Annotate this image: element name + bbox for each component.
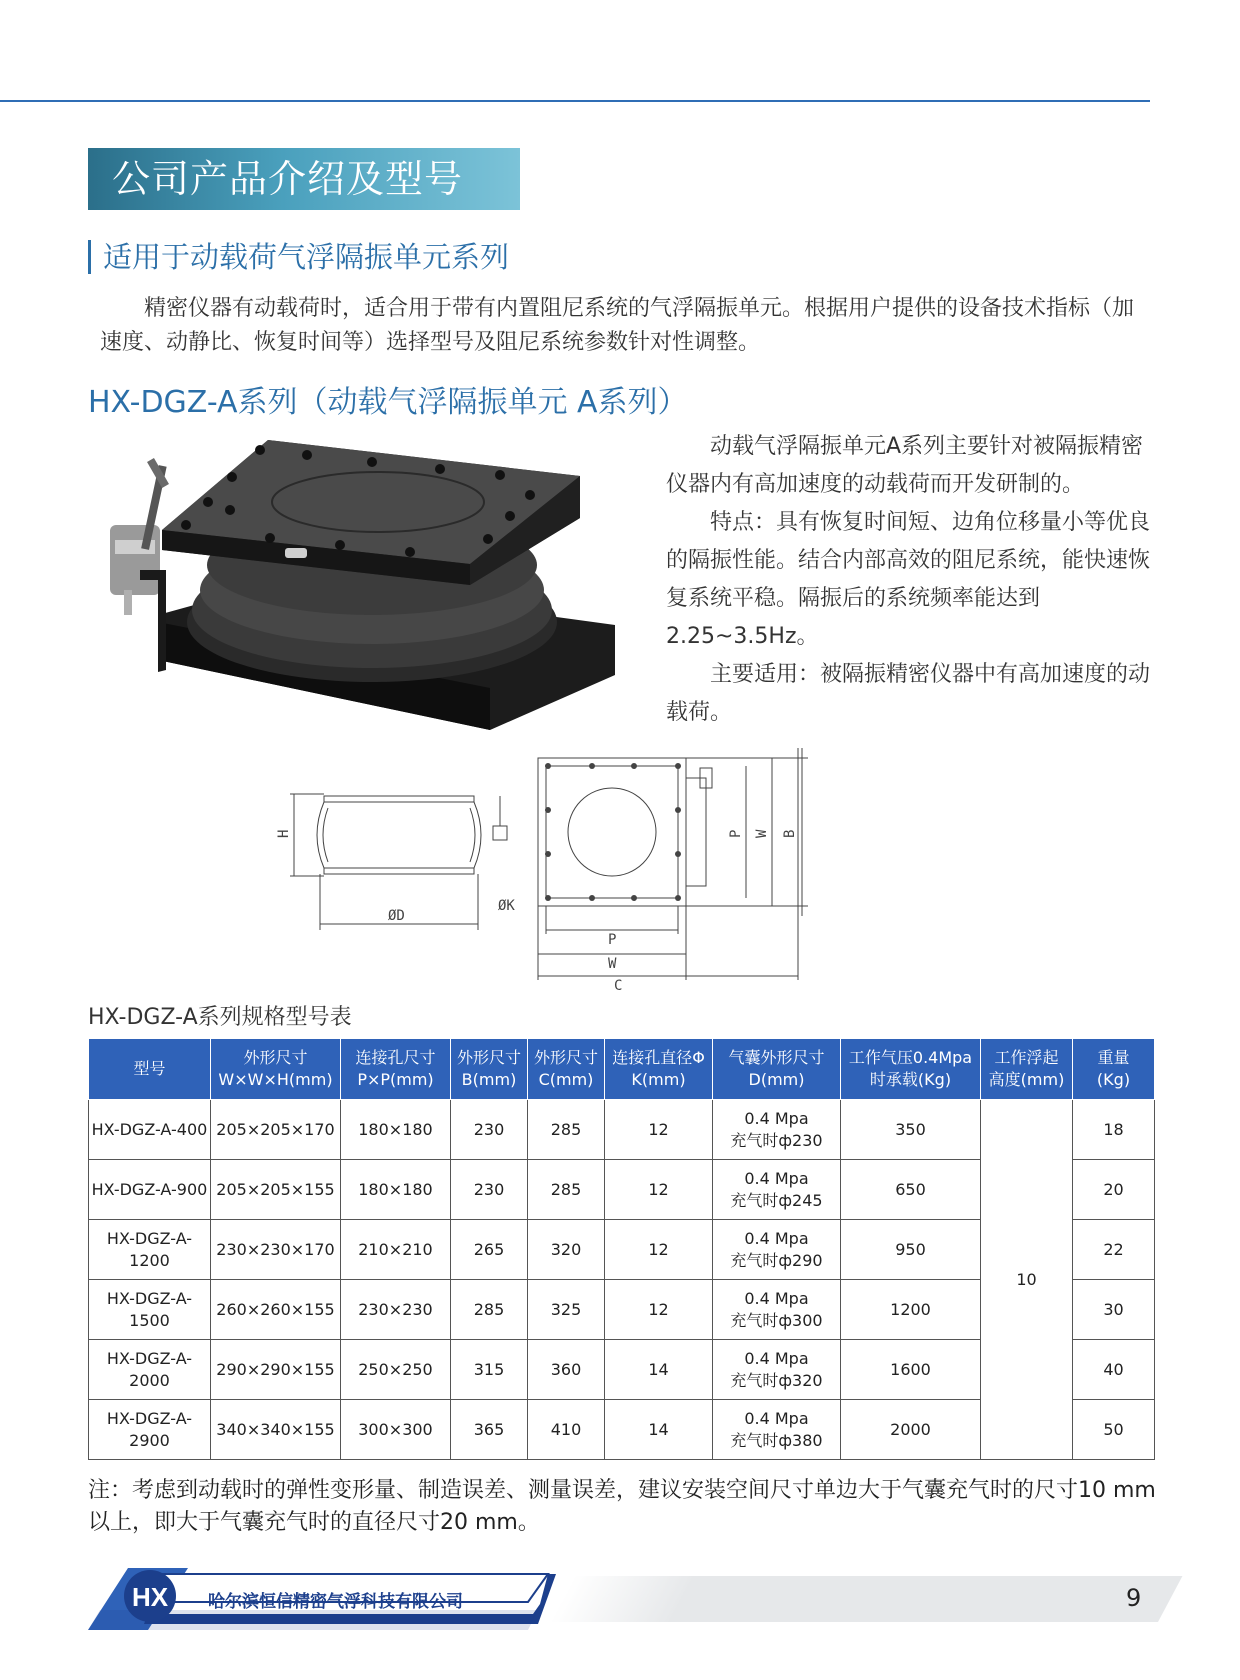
cell-d: 0.4 Mpa 充气时ф320 [713, 1340, 841, 1400]
cell-model: HX-DGZ-A-900 [89, 1160, 211, 1220]
cell-c: 325 [528, 1280, 605, 1340]
cell-weight: 30 [1073, 1280, 1155, 1340]
cell-k: 12 [605, 1160, 713, 1220]
cell-c: 360 [528, 1340, 605, 1400]
table-title: HX-DGZ-A系列规格型号表 [88, 1005, 352, 1030]
cell-pp: 230×230 [341, 1280, 451, 1340]
cell-b: 230 [451, 1100, 528, 1160]
cell-pp: 180×180 [341, 1100, 451, 1160]
cell-b: 315 [451, 1340, 528, 1400]
cell-b: 285 [451, 1280, 528, 1340]
cell-load: 950 [841, 1220, 981, 1280]
table-header-row [89, 1039, 1155, 1100]
company-name: 哈尔滨恒信精密气浮科技有限公司 [208, 1592, 463, 1612]
label-p-side: P [728, 829, 744, 838]
cell-wwh: 290×290×155 [211, 1340, 341, 1400]
cell-d: 0.4 Mpa 充气时ф380 [713, 1400, 841, 1460]
cell-weight: 40 [1073, 1340, 1155, 1400]
header-c: 外形尺寸 C(mm) [528, 1039, 605, 1100]
top-rule [0, 100, 1150, 102]
cell-pp: 300×300 [341, 1400, 451, 1460]
section-banner: 公司产品介绍及型号 [88, 148, 520, 210]
cell-wwh: 260×260×155 [211, 1280, 341, 1340]
cell-weight: 18 [1073, 1100, 1155, 1160]
table-row [89, 1100, 1155, 1160]
label-d: ØD [388, 908, 405, 924]
cell-k: 14 [605, 1400, 713, 1460]
cell-load: 1200 [841, 1280, 981, 1340]
cell-model: HX-DGZ-A-1500 [89, 1280, 211, 1340]
header-float-height: 工作浮起 高度(mm) [981, 1039, 1073, 1100]
cell-b: 230 [451, 1160, 528, 1220]
header-k: 连接孔直径Φ K(mm) [605, 1039, 713, 1100]
cell-model: HX-DGZ-A-2000 [89, 1340, 211, 1400]
cell-load: 1600 [841, 1340, 981, 1400]
cell-wwh: 230×230×170 [211, 1220, 341, 1280]
cell-pp: 250×250 [341, 1340, 451, 1400]
cell-d: 0.4 Mpa 充气时ф245 [713, 1160, 841, 1220]
description-p2: 特点：具有恢复时间短、边角位移量小等优良的隔振性能。结合内部高效的阻尼系统，能快速恢复系统平稳。隔振后的系统频率能达到2.25~3.5Hz。 [666, 510, 1151, 649]
cell-weight: 50 [1073, 1400, 1155, 1460]
product-description [666, 428, 1154, 732]
subhead: 适用于动载荷气浮隔振单元系列 [88, 240, 509, 274]
label-p-bottom: P [608, 932, 617, 948]
description-p3: 主要适用：被隔振精密仪器中有高加速度的动载荷。 [666, 662, 1151, 725]
header-d: 气囊外形尺寸 D(mm) [713, 1039, 841, 1100]
cell-load: 350 [841, 1100, 981, 1160]
intro-text: 精密仪器有动载荷时，适合用于带有内置阻尼系统的气浮隔振单元。根据用户提供的设备技术指标（加速度、动静比、恢复时间等）选择型号及阻尼系统参数针对性调整。 [100, 296, 1135, 355]
header-wwh: 外形尺寸 W×W×H(mm) [211, 1039, 341, 1100]
technical-drawing [276, 738, 888, 1018]
header-model: 型号 [89, 1039, 211, 1100]
cell-model: HX-DGZ-A-2900 [89, 1400, 211, 1460]
cell-c: 285 [528, 1160, 605, 1220]
cell-wwh: 205×205×155 [211, 1160, 341, 1220]
cell-weight: 22 [1073, 1220, 1155, 1280]
cell-model: HX-DGZ-A-400 [89, 1100, 211, 1160]
cell-k: 12 [605, 1100, 713, 1160]
header-b: 外形尺寸 B(mm) [451, 1039, 528, 1100]
cell-load: 650 [841, 1160, 981, 1220]
cell-weight: 20 [1073, 1160, 1155, 1220]
label-k: ØK [498, 898, 515, 914]
footer-logo: HX [131, 1582, 169, 1612]
cell-pp: 210×210 [341, 1220, 451, 1280]
cell-d: 0.4 Mpa 充气时ф230 [713, 1100, 841, 1160]
intro-paragraph [100, 292, 1152, 360]
cell-d: 0.4 Mpa 充气时ф290 [713, 1220, 841, 1280]
header-pp: 连接孔尺寸 P×P(mm) [341, 1039, 451, 1100]
cell-pp: 180×180 [341, 1160, 451, 1220]
label-w-bottom: W [608, 956, 617, 972]
cell-float-height: 10 [981, 1100, 1073, 1460]
label-c: C [614, 978, 623, 994]
series-title: HX-DGZ-A系列（动载气浮隔振单元 A系列） [88, 385, 688, 420]
cell-b: 265 [451, 1220, 528, 1280]
cell-wwh: 340×340×155 [211, 1400, 341, 1460]
cell-d: 0.4 Mpa 充气时ф300 [713, 1280, 841, 1340]
cell-c: 320 [528, 1220, 605, 1280]
cell-k: 14 [605, 1340, 713, 1400]
cell-b: 365 [451, 1400, 528, 1460]
header-load: 工作气压0.4Mpa 时承载(Kg) [841, 1039, 981, 1100]
label-h: H [276, 829, 292, 838]
footnote: 注：考虑到动载时的弹性变形量、制造误差、测量误差，建议安装空间尺寸单边大于气囊充气时的尺寸10 mm以上，即大于气囊充气时的直径尺寸20 mm。 [88, 1478, 1156, 1535]
cell-c: 410 [528, 1400, 605, 1460]
description-p1: 动载气浮隔振单元A系列主要针对被隔振精密仪器内有高加速度的动载荷而开发研制的。 [666, 434, 1144, 497]
cell-c: 285 [528, 1100, 605, 1160]
cell-k: 12 [605, 1280, 713, 1340]
cell-k: 12 [605, 1220, 713, 1280]
cell-model: HX-DGZ-A-1200 [89, 1220, 211, 1280]
product-photo [110, 440, 630, 740]
cell-load: 2000 [841, 1400, 981, 1460]
spec-table [88, 1038, 1155, 1460]
header-weight: 重量 (Kg) [1073, 1039, 1155, 1100]
label-w-side: W [754, 829, 770, 838]
cell-wwh: 205×205×170 [211, 1100, 341, 1160]
label-b: B [782, 829, 798, 838]
page-number: 9 [1126, 1584, 1142, 1612]
